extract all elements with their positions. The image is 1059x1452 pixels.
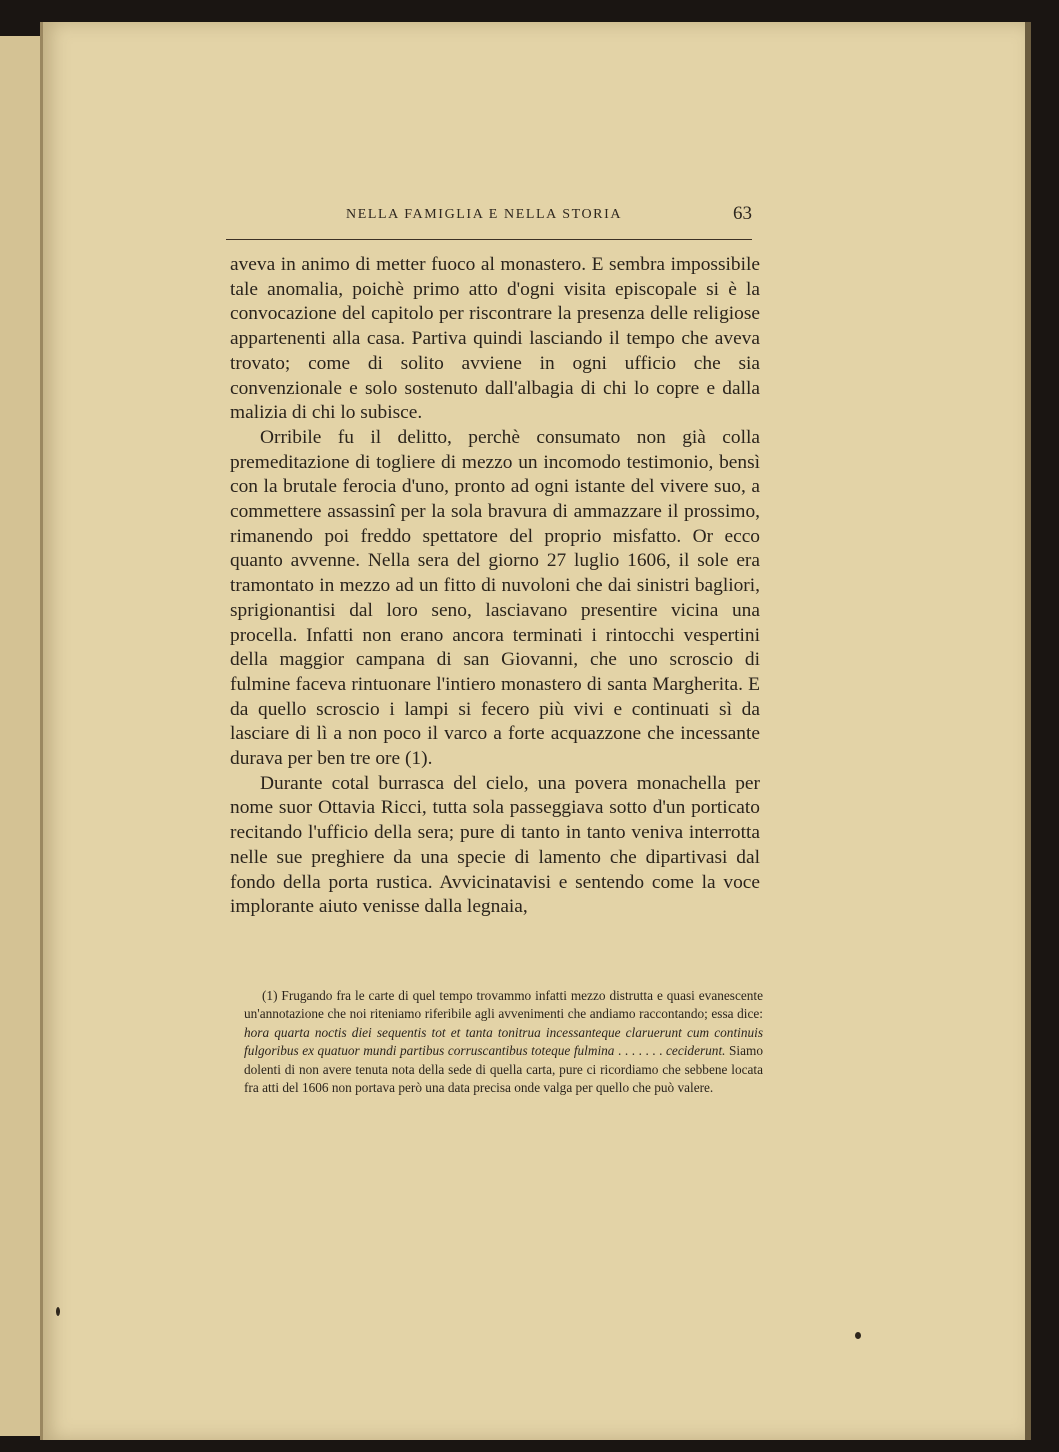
footnote-latin-quote: hora quarta noctis diei sequentis tot et tanta tonitrua incessanteque claruerunt cum continuis fulgoribus ex quatuor mundi partibus corruscantibus toteque fulmina <box>244 1024 763 1059</box>
ink-speck <box>855 1332 861 1339</box>
paragraph: Durante cotal burrasca del cielo, una povera monachella per nome suor Ottavia Ricci, tutta sola passeggiava sotto d'un porticato recitando l'ufficio della sera; pure di tanto in tanto veniva interrotta nelle sue preghiere da una specie di lamento che dipartivasi dal fondo della porta rustica. Avvicinatavisi e sentendo come la voce implorante aiuto venisse dalla legnaia, <box>230 772 760 918</box>
footnote-text-end: Siamo dolenti di non avere tenuta nota della sede di quella carta, pure ci ricordiamo che sebbene locata fra atti del 1606 non portava però una data precisa onde valga per quello che può valere. <box>244 1043 764 1096</box>
paragraph: Orribile fu il delitto, perchè consumato non già colla premeditazione di togliere di mezzo un incomodo testimonio, bensì con la brutale ferocia d'uno, pronto ad ogni istante del vivere suo, a commettere assassinî per la sola bravura di ammazzare il prossimo, rimanendo poi freddo spettatore del proprio misfatto. Or ecco quanto avvenne. Nella sera del giorno 27 luglio 1606, il sole era tramontato in mezzo ad un fitto di nuvoloni che dai sinistri bagliori, sprigionantisi dal loro seno, lasciavano presentire vicina una procella. Infatti non erano ancora terminati i rintocchi vespertini della maggior campana di san Giovanni, che uno scroscio di fulmine faceva rintuonare l'intiero monastero di santa Margherita. E da quello scroscio i lampi si fecero più vivi e continuati sì da lasciare di lì a non poco il varco a forte acquazzone che incessante durava per ben tre ore (1). <box>230 426 760 770</box>
footnote-ellipsis: . . . . . . . <box>614 1043 667 1059</box>
page-header <box>226 203 752 240</box>
page-number: 63 <box>733 203 752 224</box>
footnote-text: (1) Frugando fra le carte di quel tempo trovammo infatti mezzo distrutta e quasi evanescente un'annotazione che noi riteniamo riferibile agli avvenimenti che andiamo raccontando; essa dice: <box>244 988 763 1022</box>
ink-speck <box>56 1307 60 1316</box>
footnote <box>244 987 763 1097</box>
footnote-paragraph <box>244 987 763 1097</box>
paragraph: aveva in animo di metter fuoco al monastero. E sembra impossibile tale anomalia, poichè primo atto d'ogni visita episcopale si è la convocazione del capitolo per riscontrare la presenza delle religiose appartenenti alla casa. Partiva quindi lasciando il tempo che aveva trovato; come di solito avviene in ogni ufficio che sia convenzionale e solo sostenuto dall'albagia di chi lo copre e dalla malizia di chi lo subisce. <box>230 254 760 424</box>
running-title: NELLA FAMIGLIA E NELLA STORIA <box>346 207 623 222</box>
main-text <box>230 253 760 920</box>
footnote-latin-quote-end: ceciderunt. <box>666 1043 726 1059</box>
